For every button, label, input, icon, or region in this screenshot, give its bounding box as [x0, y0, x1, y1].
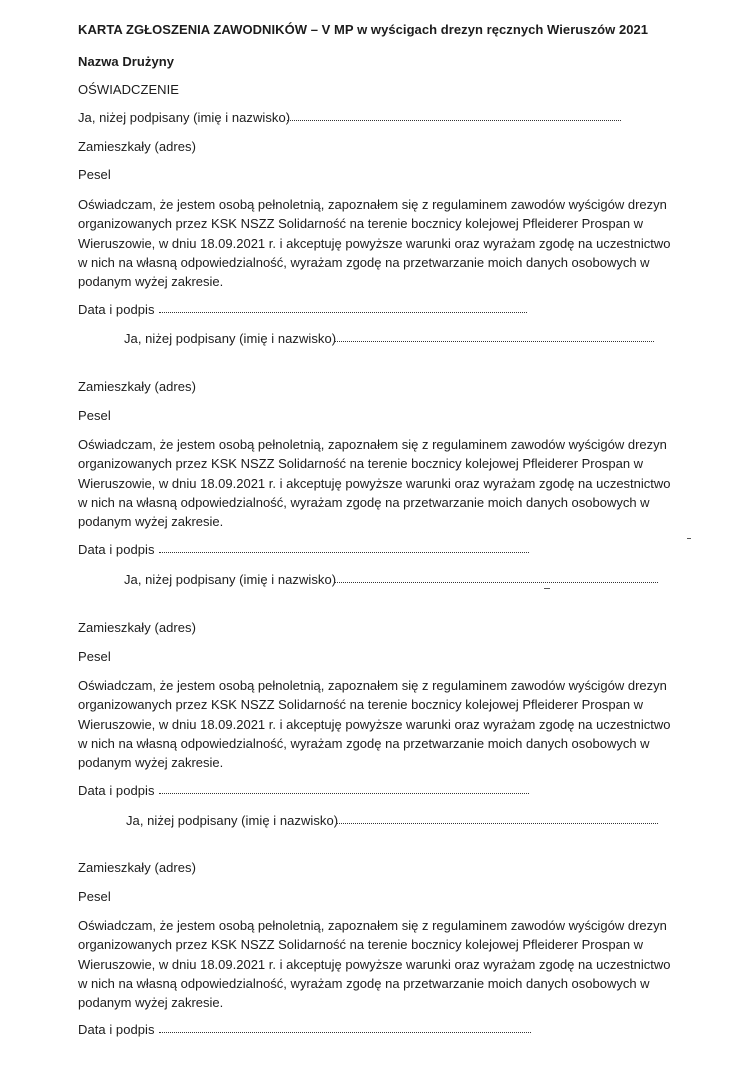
declaration-line: w nich na własną odpowiedzialność, wyrażam zgodę na przetwarzanie moich danych osobowych w — [78, 254, 650, 270]
signed-name-label: Ja, niżej podpisany (imię i nazwisko) — [126, 813, 339, 828]
signed-name-label: Ja, niżej podpisany (imię i nazwisko) — [124, 572, 337, 587]
declaration-line: podanym wyżej zakresie. — [78, 755, 224, 771]
declaration-line: podanym wyżej zakresie. — [78, 995, 224, 1011]
date-signature-fill-line[interactable] — [159, 1032, 531, 1033]
scan-speck — [544, 588, 550, 589]
date-signature-fill-line[interactable] — [159, 793, 529, 794]
declaration-line: Oświadczam, że jestem osobą pełnoletnią, zapoznałem się z regulaminem zawodów wyścigów drezyn — [78, 918, 667, 933]
declaration-line: Wieruszowie, w dniu 18.09.2021 r. i akceptuję powyższe warunki oraz wyrażam zgodę na uczestnictwo — [78, 235, 671, 251]
declaration-paragraph — [78, 676, 678, 772]
date-signature-label: Data i podpis — [78, 783, 155, 798]
date-signature-label: Data i podpis — [78, 542, 155, 557]
address-label: Zamieszkały (adres) — [78, 379, 196, 394]
pesel-label: Pesel — [78, 649, 111, 664]
declaration-line: organizowanych przez KSK NSZZ Solidarność na terenie bocznicy kolejowej Pfleiderer Prospan w — [78, 697, 644, 713]
form-title: KARTA ZGŁOSZENIA ZAWODNIKÓW – V MP w wyścigach drezyn ręcznych Wieruszów 2021 — [78, 22, 649, 37]
name-fill-line[interactable] — [334, 341, 654, 342]
address-label: Zamieszkały (adres) — [78, 139, 196, 154]
declaration-line: Oświadczam, że jestem osobą pełnoletnią, zapoznałem się z regulaminem zawodów wyścigów drezyn — [78, 437, 667, 452]
declaration-line: podanym wyżej zakresie. — [78, 274, 224, 290]
address-label: Zamieszkały (adres) — [78, 860, 196, 875]
scan-speck — [687, 538, 691, 539]
name-fill-line[interactable] — [287, 120, 621, 121]
declaration-line: organizowanych przez KSK NSZZ Solidarność na terenie bocznicy kolejowej Pfleiderer Prospan w — [78, 456, 644, 472]
declaration-line: w nich na własną odpowiedzialność, wyrażam zgodę na przetwarzanie moich danych osobowych w — [78, 975, 650, 991]
pesel-label: Pesel — [78, 889, 111, 904]
declaration-line: organizowanych przez KSK NSZZ Solidarność na terenie bocznicy kolejowej Pfleiderer Prospan w — [78, 216, 644, 232]
address-label: Zamieszkały (adres) — [78, 620, 196, 635]
declaration-line: Oświadczam, że jestem osobą pełnoletnią, zapoznałem się z regulaminem zawodów wyścigów drezyn — [78, 197, 667, 212]
team-name-label: Nazwa Drużyny — [78, 54, 175, 69]
declaration-line: w nich na własną odpowiedzialność, wyrażam zgodę na przetwarzanie moich danych osobowych w — [78, 494, 650, 510]
pesel-label: Pesel — [78, 167, 111, 182]
declaration-line: Wieruszowie, w dniu 18.09.2021 r. i akceptuję powyższe warunki oraz wyrażam zgodę na uczestnictwo — [78, 956, 671, 972]
declaration-line: Oświadczam, że jestem osobą pełnoletnią, zapoznałem się z regulaminem zawodów wyścigów drezyn — [78, 678, 667, 693]
name-fill-line[interactable] — [336, 823, 658, 824]
date-signature-fill-line[interactable] — [159, 552, 529, 553]
declaration-paragraph — [78, 916, 678, 1012]
pesel-label: Pesel — [78, 408, 111, 423]
name-fill-line[interactable] — [334, 582, 658, 583]
declaration-line: organizowanych przez KSK NSZZ Solidarność na terenie bocznicy kolejowej Pfleiderer Prospan w — [78, 937, 644, 953]
declaration-line: Wieruszowie, w dniu 18.09.2021 r. i akceptuję powyższe warunki oraz wyrażam zgodę na uczestnictwo — [78, 716, 671, 732]
declaration-line: podanym wyżej zakresie. — [78, 514, 224, 530]
signed-name-label: Ja, niżej podpisany (imię i nazwisko) — [124, 331, 337, 346]
date-signature-fill-line[interactable] — [159, 312, 527, 313]
date-signature-label: Data i podpis — [78, 302, 155, 317]
declaration-paragraph — [78, 195, 678, 291]
statement-heading: OŚWIADCZENIE — [78, 82, 179, 97]
date-signature-label: Data i podpis — [78, 1022, 155, 1037]
declaration-line: Wieruszowie, w dniu 18.09.2021 r. i akceptuję powyższe warunki oraz wyrażam zgodę na uczestnictwo — [78, 475, 671, 491]
signed-name-label: Ja, niżej podpisany (imię i nazwisko) — [78, 110, 291, 125]
declaration-line: w nich na własną odpowiedzialność, wyrażam zgodę na przetwarzanie moich danych osobowych w — [78, 735, 650, 751]
declaration-paragraph — [78, 435, 678, 531]
